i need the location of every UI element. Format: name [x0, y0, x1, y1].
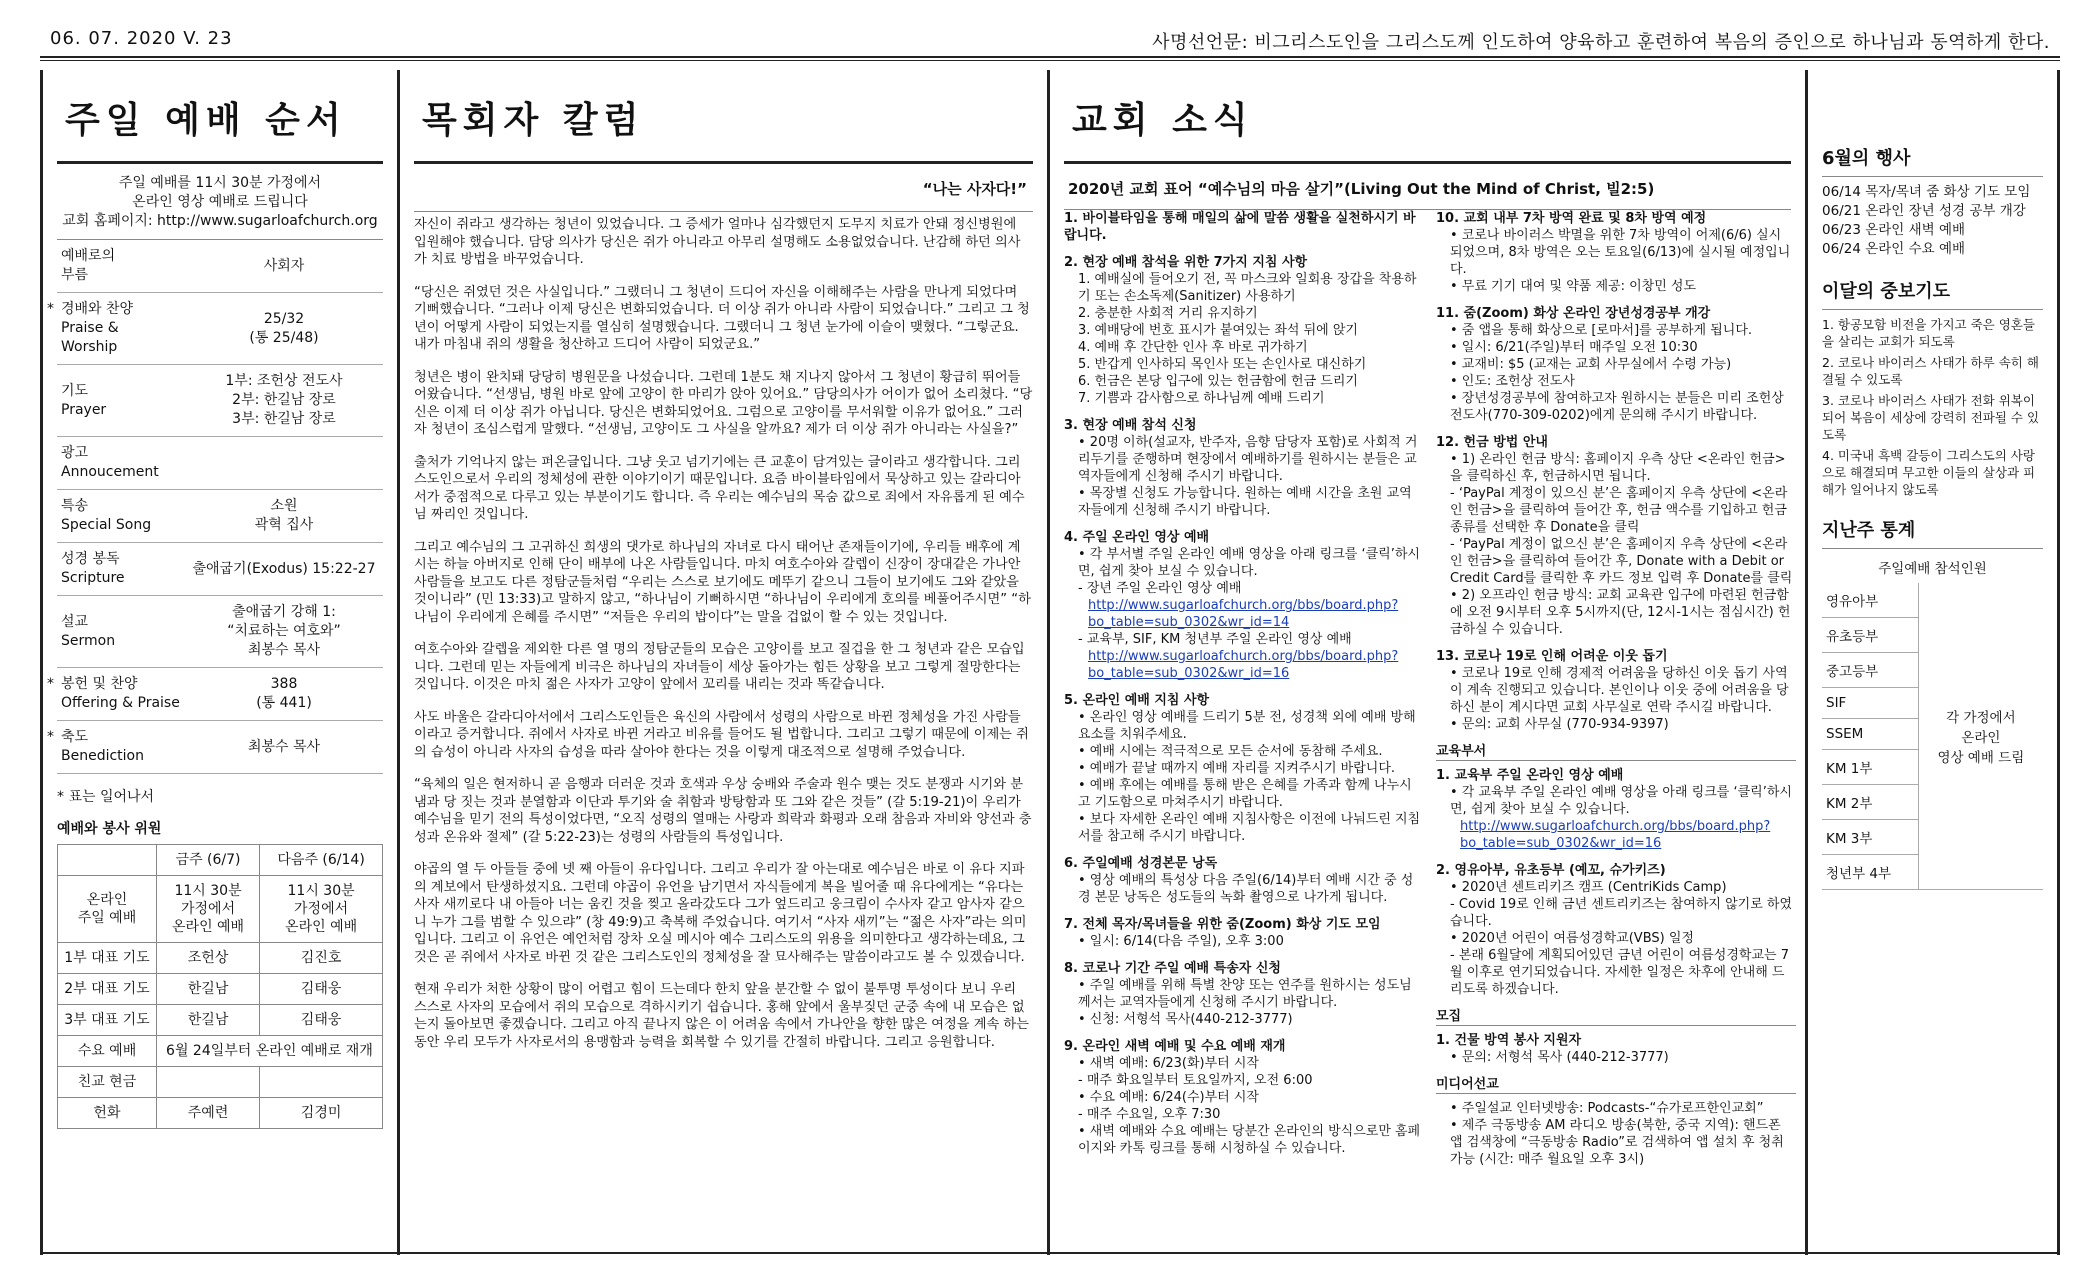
- column-paragraph: 청년은 병이 완치돼 당당히 병원문을 나섰습니다. 그런데 1분도 채 지나지 않아서 그 청년이 황급히 뛰어들어왔습니다. “선생님, 병원 바로 앞에 고양이 한 마리가 앉아 있어요.” 담당의사가 어이가 없어 소리쳤다. “당신은 이제 더 이상 쥐가 아닙니다. 당신은 변화되었어요. 그럼으로 고양이를 무서워할 이유가 없어요.” 그러자 청년이 조심스럽게 말했다. “선생님, 고양이도 그 사실을 알까요? 제가 더 이상 쥐가 아니라는 사실을?”: [414, 369, 1033, 437]
- news-item-line: 7. 기쁨과 감사함으로 하나님께 예배 드리기: [1078, 391, 1325, 406]
- vol-cell: 김경미: [260, 1098, 383, 1129]
- news-item: [1436, 305, 1796, 424]
- news-link: http://www.sugarloafchurch.org/bbs/board.php?bo_table=sub_0302&wr_id=16: [1088, 649, 1399, 681]
- edu-header: 교육부서: [1436, 743, 1796, 761]
- news-item-line: • 일시: 6/14(다음 주일), 오후 3:00: [1078, 934, 1284, 949]
- vol-cell: 한길남: [156, 1005, 259, 1036]
- vol-cell: 11시 30분 가정에서 온라인 예배: [156, 876, 259, 943]
- news-item-line: • 영상 예배의 특성상 다음 주일(6/14)부터 예배 시간 중 성경 본문 낭독은 성도들의 녹화 촬영으로 나가게 됩니다.: [1078, 873, 1414, 905]
- news-item: [1436, 648, 1796, 733]
- recruit-item: [1436, 1032, 1796, 1066]
- vol-cell: 친교 현금: [58, 1067, 157, 1098]
- mission-statement: 사명선언문: 비그리스도인을 그리스도께 인도하여 양육하고 훈련하여 복음의 증인으로 하나님과 동역하게 한다.: [1152, 32, 2050, 53]
- news-item-title: 1. 바이블타임을 통해 매일의 삶에 말씀 생활을 실천하시기 바랍니다.: [1064, 211, 1416, 243]
- news-item-line: • 주일 예배를 위해 특별 찬양 또는 연주를 원하시는 성도님께서는 교역자들에게 신청해 주시기 바랍니다.: [1078, 978, 1412, 1010]
- vol-row: [58, 1067, 383, 1098]
- news-item: [1064, 254, 1424, 407]
- order-value: 출애굽기 강해 1: “치료하는 여호와” 최봉수 목사: [185, 596, 383, 668]
- column-paragraph: 야곱의 열 두 아들들 중에 넷 째 아들이 유다입니다. 그리고 우리가 잘 아는대로 예수님은 바로 이 유다 지파의 계보에서 탄생하셨지요. 그런데 야곱이 유언을 남기면서 자식들에게 복을 빌어줄 때 유다에게는 “유다는 사자 새끼로다 내 아들아 너는 움킨 것을 찢고 올라갔도다 그가 엎드리고 웅크림이 수사자 같고 암사자 같으니 누가 그를 범할 수 있으랴” (창 49:9)고 축복해 주었습니다. 여기서 “사자 새끼”는 “젊은 사자”라는 의미입니다. 그리고 이 유언은 예언처럼 장차 오실 메시아 예수 그리스도의 위용을 의미한다고 생각하는데요, 그것은 곧 쥐에서 사자로 바뀐 것 같은 그리스도인의 정체성을 잘 묘사해주는 말씀이라고도 볼 수 있겠습니다.: [414, 862, 1027, 965]
- column-paragraph: 여호수아와 갈렙을 제외한 다른 열 명의 정탐군들의 모습은 고양이를 보고 질겁을 한 그 청년과 같은 모습입니다. 그런데 믿는 자들에게 비극은 하나님의 자녀들이 세상 돌아가는 힘든 상황을 보고 그렇게 절망한다는 것입니다. 이것은 마치 젊은 사자가 고양이 앞에서 꼬리를 내리는 것과 똑같습니다.: [414, 642, 1025, 692]
- vol-header-cell: 다음주 (6/14): [260, 845, 383, 876]
- news-item-line: • 교재비: $5 (교재는 교회 사무실에서 수령 가능): [1450, 357, 1732, 372]
- stats-merged: 각 가정에서 온라인 영상 예배 드림: [1918, 583, 2043, 890]
- news-item-line: 3. 예배당에 번호 표시가 붙여있는 좌석 뒤에 앉기: [1078, 323, 1358, 338]
- stand-star: *: [47, 676, 54, 692]
- intro-line-3: 교회 홈페이지: http://www.sugarloafchurch.org: [62, 213, 378, 229]
- top-rule: [40, 56, 2060, 58]
- stats-label: KM 2부: [1822, 785, 1918, 820]
- order-row: [57, 596, 383, 668]
- news-item-line: • 새벽 예배와 수요 예배는 당분간 온라인의 방식으로만 홈페이지와 카톡 링크를 통해 시청하실 수 있습니다.: [1078, 1124, 1421, 1156]
- vol-row: [58, 1005, 383, 1036]
- news-item-line: • 새벽 예배: 6/23(화)부터 시작: [1078, 1056, 1259, 1071]
- event-item: 06/14 목자/목녀 줌 화상 기도 모임: [1822, 184, 2031, 200]
- vol-header-cell: 금주 (6/7): [156, 845, 259, 876]
- news-item-line: • 각 부서별 주일 온라인 예배 영상을 아래 링크를 ‘클릭’하시면, 쉽게 찾아 보실 수 있습니다.: [1078, 547, 1420, 579]
- news-item-line: • 예배가 끝날 때까지 예배 자리를 지켜주시기 바랍니다.: [1078, 761, 1396, 776]
- news-item: [1064, 855, 1424, 906]
- stats-label: KM 1부: [1822, 750, 1918, 785]
- event-item: 06/24 온라인 수요 예배: [1822, 241, 1966, 257]
- news-item-line: - 장년 주일 온라인 영상 예배: [1078, 581, 1242, 596]
- order-label: 광고 Annoucement: [57, 437, 185, 490]
- news-item-title: 1. 건물 방역 봉사 지원자: [1436, 1033, 1582, 1048]
- news-item-title: 10. 교회 내부 7차 방역 완료 및 8차 방역 예정: [1436, 211, 1707, 226]
- top-bar: [40, 22, 2060, 52]
- order-row: [57, 490, 383, 543]
- news-item-line: - Covid 19로 인해 금년 센트리키즈는 참여하지 않기로 하였습니다.: [1450, 897, 1793, 929]
- column-paragraph: 사도 바울은 갈라디아서에서 그리스도인들은 육신의 사람에서 성령의 사람으로 바뀐 정체성을 가진 사람들이라고 증거합니다. 쥐에서 사자로 바뀐 거라고 비유를 들어도 될 법합니다. 그리고 그렇기 때문에 이제는 쥐의 습성이 아니라 사자의 습성을 따라 살아야 한다는 것을 이렇게 대조적으로 설명해 주었습니다.: [414, 709, 1029, 760]
- news-item-line: • 각 교육부 주일 온라인 예배 영상을 아래 링크를 ‘클릭’하시면, 쉽게 찾아 보실 수 있습니다.: [1450, 785, 1792, 817]
- news-item-line: • 코로나 19로 인해 경제적 어려움을 당하신 이웃 돕기 사역이 계속 진행되고 있습니다. 본인이나 이웃 중에 어려움을 당하신 분이 계시다면 교회 사무실로 연락 주시길 바랍니다.: [1450, 666, 1789, 715]
- news-item-line: - 매주 화요일부터 토요일까지, 오전 6:00: [1078, 1073, 1313, 1088]
- news-left: [1064, 210, 1424, 1167]
- order-label: * 경배와 찬양 Praise & Worship: [57, 293, 185, 365]
- news-item-line: 4. 예배 후 간단한 인사 후 바로 귀가하기: [1078, 340, 1308, 355]
- news-item-title: 7. 전체 목자/목녀들을 위한 줌(Zoom) 화상 기도 모임: [1064, 917, 1381, 932]
- order-row: [57, 293, 383, 365]
- order-value: 25/32 (통 25/48): [185, 293, 383, 365]
- news-item-line: • 줌 앱을 통해 화상으로 [로마서]를 공부하게 됩니다.: [1450, 323, 1753, 338]
- prayer-item: 3. 코로나 바이러스 사태가 전화 위복이 되어 복음이 세상에 강력히 전파될 수 있도록: [1822, 393, 2040, 442]
- vol-cell: 1부 대표 기도: [58, 943, 157, 974]
- news-item-line: - 교육부, SIF, KM 청년부 주일 온라인 영상 예배: [1078, 632, 1352, 647]
- news-item: [1064, 960, 1424, 1028]
- pastor-column-title: 목회자 칼럼: [414, 80, 1033, 164]
- vol-cell: 김태웅: [260, 974, 383, 1005]
- news-item-line: • 1) 온라인 헌금 방식: 홈페이지 우측 상단 <온라인 헌금>을 클릭하신 후, 헌금하시면 됩니다.: [1450, 452, 1786, 484]
- news-item-line: • 20명 이하(설교자, 반주자, 음향 담당자 포함)로 사회적 거리두기를 준행하며 현장에서 예배하기를 원하시는 분들은 교역자들에게 신청해 주시기 바랍니다.: [1078, 435, 1418, 484]
- vol-row: [58, 876, 383, 943]
- worship-order-column: [40, 70, 400, 1255]
- stats-label: 영유아부: [1822, 583, 1918, 618]
- news-item-title: 4. 주일 온라인 영상 예배: [1064, 530, 1210, 545]
- prayer-title: 이달의 중보기도: [1822, 281, 1950, 302]
- news-item-line: 1. 예배실에 들어오기 전, 꼭 마스크와 일회용 장갑을 착용하기 또는 손소독제(Sanitizer) 사용하기: [1078, 272, 1417, 304]
- stand-star: *: [47, 301, 54, 317]
- news-item-line: • 2) 오프라인 헌금 방식: 교회 교육관 입구에 마련된 헌금함에 오전 9시부터 오후 5시까지(단, 12시-1시는 점심시간) 헌금하실 수 있습니다.: [1450, 588, 1791, 637]
- vol-cell: 11시 30분 가정에서 온라인 예배: [260, 876, 383, 943]
- prayer-item: 4. 미국내 흑백 갈등이 그리스도의 사랑으로 해결되며 무고한 이들의 살상과 피해가 일어나지 않도록: [1822, 448, 2036, 497]
- vol-cell: 조헌상: [156, 943, 259, 974]
- stats-table: [1822, 583, 2043, 890]
- news-item-line: - ‘PayPal 계정이 없으신 분’은 홈페이지 우측 상단에 <온라인 헌금>을 클릭하여 들어간 후, Donate with a Debit or Credit Card를 클릭한 후 카드 정보 입력 후 Donate를 클릭: [1450, 537, 1793, 586]
- church-news-column: [1050, 70, 1808, 1255]
- stats-label: KM 3부: [1822, 820, 1918, 855]
- vol-cell: 한길남: [156, 974, 259, 1005]
- recruit-header: 모집: [1436, 1008, 1796, 1026]
- news-item-line: • 보다 자세한 온라인 예배 지침사항은 이전에 나눠드린 지침서를 참고해 주시기 바랍니다.: [1078, 812, 1421, 844]
- news-item-line: • 문의: 교회 사무실 (770-934-9397): [1450, 717, 1669, 732]
- events-title: 6월의 행사: [1822, 148, 1911, 169]
- order-value: 소원 곽혁 집사: [185, 490, 383, 543]
- order-label: 예배로의 부름: [57, 240, 185, 293]
- worship-order-title: 주일 예배 순서: [57, 80, 383, 164]
- stats-label: SIF: [1822, 688, 1918, 719]
- stand-star: *: [47, 729, 54, 745]
- order-value: 1부: 조헌상 전도사 2부: 한길남 장로 3부: 한길남 장로: [185, 365, 383, 437]
- vol-cell: 2부 대표 기도: [58, 974, 157, 1005]
- stats-row: [1822, 583, 2043, 618]
- news-item-line: • 2020년 어린이 여름성경학교(VBS) 일정: [1450, 931, 1694, 946]
- news-item-title: 9. 온라인 새벽 예배 및 수요 예배 재개: [1064, 1039, 1286, 1054]
- prayer-item: 1. 항공모함 비전을 가지고 죽은 영혼들을 살리는 교회가 되도록: [1822, 317, 2035, 349]
- news-item: [1064, 1038, 1424, 1157]
- column-paragraph: “육체의 일은 현저하니 곧 음행과 더러운 것과 호색과 우상 숭배와 주술과 원수 맺는 것도 분쟁과 시기와 분냄과 당 짓는 것과 분열함과 이단과 투기와 술 취함과 방탕함과 또 그와 같은 것들” (갈 5:19-21)이 우리가 예수님을 믿기 전의 특성이었다면, “오직 성령의 열매는 사랑과 희락과 화평과 오래 참음과 자비와 양선과 충성과 온유와 절제” (갈 5:22-23)는 성령의 사람들의 특성입니다.: [414, 777, 1032, 845]
- vol-cell: 온라인 주일 예배: [58, 876, 157, 943]
- news-item: [1064, 417, 1424, 519]
- worship-order-table: [47, 240, 383, 774]
- order-row: [57, 240, 383, 293]
- stats-title: 지난주 통계: [1822, 520, 1916, 541]
- order-row: [57, 721, 383, 774]
- order-row: [57, 543, 383, 596]
- news-item-title: 12. 헌금 방법 안내: [1436, 435, 1548, 450]
- vol-cell: 3부 대표 기도: [58, 1005, 157, 1036]
- news-item-line: - 매주 수요일, 오후 7:30: [1078, 1107, 1221, 1122]
- news-item-line: • 신청: 서형석 목사(440-212-3777): [1078, 1012, 1293, 1027]
- news-item-line: - 본래 6월달에 계획되어있던 금년 어린이 여름성경학교는 7월 이후로 연기되었습니다. 자세한 일정은 차후에 안내해 드리도록 하겠습니다.: [1450, 948, 1789, 997]
- news-item-line: • 온라인 영상 예배를 드리기 5분 전, 성경책 외에 예배 방해 요소를 치워주세요.: [1078, 710, 1416, 742]
- news-item-title: 1. 교육부 주일 온라인 영상 예배: [1436, 768, 1624, 783]
- column-paragraph: “당신은 쥐였던 것은 사실입니다.” 그랬더니 그 청년이 드디어 자신을 이해해주는 사람을 만나게 되었다며 기뻐했습니다. “그러나 이제 당신은 변화되었습니다. 더 이상 쥐가 아니라 사람이 되었습니다.” 그리고 그 청년이 어떻게 사람이 되었는지를 열심히 설명했습니다. 그랬더니 그 청년 눈가에 이슬이 맺혔다. “그렇군요. 내가 마침내 쥐의 생활을 청산하고 드디어 사람이 되었군요.”: [414, 284, 1030, 352]
- column-paragraph: 그리고 예수님의 그 고귀하신 희생의 댓가로 하나님의 자녀로 다시 태어난 존재들이기에, 우리들 배후에 계시는 하늘 아버지로 인해 단이 배부에 나온 사람들입니다. 마치 여호수아와 갈렙이 신장이 장대같은 가나안 사람들을 보고도 다른 정탐군들처럼 “우리는 스스로 보기에도 메뚜기 같으니 그들이 보기에도 그와 같았을 것이니라” (민 13:33)고 말하지 않고, “하나님이 기뻐하시면 “하나님이 우리에게 호의를 베풀어주시면” “하나님이 우리에게 은혜를 주시면” “저들은 우리의 밥이다”는 말을 겁없이 할 수 있는 것입니다.: [414, 539, 1031, 625]
- order-label: * 봉헌 및 찬양 Offering & Praise: [57, 668, 185, 721]
- news-right: [1436, 210, 1796, 1168]
- order-label: 특송 Special Song: [57, 490, 185, 543]
- column-body: [414, 212, 1033, 1051]
- vol-cell: 수요 예배: [58, 1036, 157, 1067]
- order-value: 출애굽기(Exodus) 15:22-27: [185, 543, 383, 596]
- year-theme: 2020년 교회 표어 “예수님의 마음 살기”(Living Out the Mind of Christ, 빌2:5): [1064, 164, 1791, 210]
- order-row: [57, 437, 383, 490]
- news-item-line: 2. 충분한 사회적 거리 유지하기: [1078, 306, 1258, 321]
- news-item: [1436, 434, 1796, 638]
- order-value: 사회자: [185, 240, 383, 293]
- vol-cell: [260, 1067, 383, 1098]
- church-news-title: 교회 소식: [1064, 80, 1791, 164]
- vol-cell: 김태웅: [260, 1005, 383, 1036]
- intro-line-1: 주일 예배를 11시 30분 가정에서: [118, 175, 322, 191]
- news-item-title: 2. 현장 예배 참석을 위한 7가지 지침 사항: [1064, 255, 1308, 270]
- news-item-title: 13. 코로나 19로 인해 어려운 이웃 돕기: [1436, 649, 1668, 664]
- news-item-line: • 예배 후에는 예배를 통해 받은 은혜를 가족과 함께 나누시고 기도함으로 마쳐주시기 바랍니다.: [1078, 778, 1412, 810]
- column-paragraph: 자신이 쥐라고 생각하는 청년이 있었습니다. 그 증세가 얼마나 심각했던지 도무지 치료가 안돼 정신병원에 입원해야 했습니다. 담당 의사가 당신은 쥐가 아니라고 아무리 설명해도 소용없었습니다. 난감해 하던 의사가 치료 방법을 바꾸었습니다.: [414, 217, 1021, 267]
- news-item-line: • 장년성경공부에 참여하고자 원하시는 분들은 미리 조헌상 전도사(770-309-0202)에게 문의해 주시기 바랍니다.: [1450, 391, 1784, 423]
- date-issue: 06. 07. 2020 V. 23: [50, 28, 233, 49]
- news-item-line: • 2020년 센트리키즈 캠프 (CentriKids Camp): [1450, 880, 1727, 895]
- side-column: [1808, 70, 2060, 1255]
- edu-item: [1436, 767, 1796, 852]
- event-item: 06/21 온라인 장년 성경 공부 개강: [1822, 203, 2026, 219]
- stats-label: 중고등부: [1822, 653, 1918, 688]
- news-item-title: 3. 현장 예배 참석 신청: [1064, 418, 1197, 433]
- vol-cell: 김진호: [260, 943, 383, 974]
- news-link: http://www.sugarloafchurch.org/bbs/board.php?bo_table=sub_0302&wr_id=14: [1088, 598, 1399, 630]
- stats-label: 청년부 4부: [1822, 855, 1918, 890]
- news-item: [1064, 692, 1424, 845]
- order-value: 388 (통 441): [185, 668, 383, 721]
- news-item: [1064, 210, 1424, 244]
- event-item: 06/23 온라인 새벽 예배: [1822, 222, 1966, 238]
- news-item: [1436, 210, 1796, 295]
- news-item-line: • 무료 기기 대여 및 약품 제공: 이창민 성도: [1450, 279, 1697, 294]
- order-value: [185, 437, 383, 490]
- intro-line-2: 온라인 영상 예배로 드립니다: [132, 194, 308, 210]
- vol-cell: 헌화: [58, 1098, 157, 1129]
- top-rule-thin: [40, 60, 2060, 61]
- news-item-line: 5. 반갑게 인사하되 목인사 또는 손인사로 대신하기: [1078, 357, 1367, 372]
- vol-header-row: [58, 845, 383, 876]
- column-paragraph: 출처가 기억나지 않는 퍼온글입니다. 그냥 웃고 넘기기에는 큰 교훈이 담겨있는 글이라고 생각합니다. 그리스도인으로서 우리의 정체성에 관한 이야기이기 때문입니다. 요즘 바이블타임에서 묵상하고 있는 갈라디아서가 중점적으로 다루고 있는 부분이기도 합니다. 즉 우리는 예수님의 목숨 값으로 죄에서 자유롭게 된 예수님 짜리인 것입니다.: [414, 454, 1025, 522]
- vol-row: [58, 1098, 383, 1129]
- news-item-line: 6. 헌금은 본당 입구에 있는 헌금함에 헌금 드리기: [1078, 374, 1358, 389]
- media-header: 미디어선교: [1436, 1076, 1796, 1094]
- vol-cell: 6월 24일부터 온라인 예배로 재개: [156, 1036, 382, 1067]
- order-row: [57, 668, 383, 721]
- stats-label: SSEM: [1822, 719, 1918, 750]
- news-item-line: • 목장별 신청도 가능합니다. 원하는 예배 시간을 초원 교역자들에게 신청해 주시기 바랍니다.: [1078, 486, 1412, 518]
- vol-cell: [156, 1067, 259, 1098]
- events-list: [1822, 176, 2043, 259]
- news-item-line: - ‘PayPal 계정이 있으신 분’은 홈페이지 우측 상단에 <온라인 헌금>을 클릭하여 들어간 후, 헌금 액수를 기입하고 헌금 종류를 선택한 후 Donate을 클릭: [1450, 486, 1788, 535]
- vol-row: [58, 974, 383, 1005]
- news-item-title: 5. 온라인 예배 지침 사항: [1064, 693, 1210, 708]
- vol-cell: 주예련: [156, 1098, 259, 1129]
- prayer-list: [1822, 309, 2043, 498]
- order-label: 기도 Prayer: [57, 365, 185, 437]
- standing-note: * 표는 일어나서: [57, 789, 155, 805]
- vol-row: [58, 1036, 383, 1067]
- order-row: [57, 365, 383, 437]
- volunteer-title: 예배와 봉사 위원: [57, 821, 162, 837]
- intro: [57, 164, 383, 240]
- media-line: • 제주 극동방송 AM 라디오 방송(북한, 중국 지역): 핸드폰 앱 검색창에 “극동방송 Radio”로 검색하여 앱 설치 후 청취 가능 (시간: 매주 월요일 오후 3시): [1450, 1118, 1784, 1167]
- prayer-item: 2. 코로나 바이러스 사태가 하루 속히 해결될 수 있도록: [1822, 355, 2039, 387]
- pastor-column: [400, 70, 1050, 1255]
- stats-subtitle: 주일예배 참석인원: [1822, 548, 2043, 577]
- news-item-line: • 코로나 바이러스 박멸을 위한 7차 방역이 어제(6/6) 실시 되었으며, 8차 방역은 오는 토요일(6/13)에 실시될 예정입니다.: [1450, 228, 1791, 277]
- vol-header-cell: [58, 845, 157, 876]
- column-quote: “나는 사자다!”: [414, 164, 1033, 212]
- column-paragraph: 현재 우리가 처한 상황이 많이 어렵고 힘이 드는데다 한치 앞을 분간할 수 없이 불투명 투성이다 보니 우리 스스로 사자의 모습에서 쥐의 모습으로 격하시키기 쉽습니다. 홍해 앞에서 울부짖던 군중 속에 내 모습은 없는지 돌아보면 좋겠습니다. 그리고 아직 끝나지 않은 이 어려움 속에서 가나안을 향한 많은 여정을 계속 하는 동안 우리 모두가 사자로서의 용맹함과 능력을 회복할 수 있기를 간절히 바랍니다. 그리고 응원합니다.: [414, 982, 1029, 1050]
- order-value: 최봉수 목사: [185, 721, 383, 774]
- order-label: * 축도 Benediction: [57, 721, 185, 774]
- news-item: [1064, 916, 1424, 950]
- media-line: • 주일설교 인터넷방송: Podcasts-“슈가로프한인교회”: [1450, 1101, 1764, 1116]
- order-label: 설교 Sermon: [57, 596, 185, 668]
- news-link: http://www.sugarloafchurch.org/bbs/board.php?bo_table=sub_0302&wr_id=16: [1460, 819, 1771, 851]
- order-label: 성경 봉독 Scripture: [57, 543, 185, 596]
- stats-label: 유초등부: [1822, 618, 1918, 653]
- news-item-title: 2. 영유아부, 유초등부 (예꼬, 슈가키즈): [1436, 863, 1666, 878]
- news-item-title: 8. 코로나 기간 주일 예배 특송자 신청: [1064, 961, 1281, 976]
- edu-item: [1436, 862, 1796, 998]
- news-item-title: 11. 줌(Zoom) 화상 온라인 장년성경공부 개강: [1436, 306, 1711, 321]
- vol-row: [58, 943, 383, 974]
- news-item-title: 6. 주일예배 성경본문 낭독: [1064, 856, 1218, 871]
- news-item-line: • 문의: 서형석 목사 (440-212-3777): [1450, 1050, 1669, 1065]
- volunteer-table: [57, 844, 383, 1129]
- news-item-line: • 일시: 6/21(주일)부터 매주일 오전 10:30: [1450, 340, 1698, 355]
- news-item-line: • 예배 시에는 적극적으로 모든 순서에 동참해 주세요.: [1078, 744, 1383, 759]
- news-item-line: • 수요 예배: 6/24(수)부터 시작: [1078, 1090, 1259, 1105]
- news-item: [1064, 529, 1424, 682]
- news-item-line: • 인도: 조헌상 전도사: [1450, 374, 1575, 389]
